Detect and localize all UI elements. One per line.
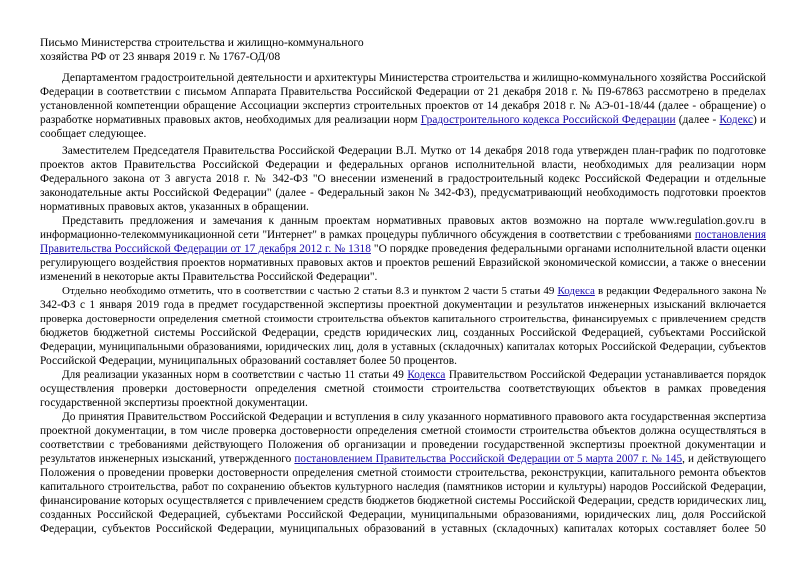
text-line: соответствии с требованиями действующего Положения об организации и проведении государственной экспертизы проектной документации и <box>40 439 766 451</box>
text-line: бюджетов бюджетной системы Российской Федерации, средств юридических лиц, созданных Российской Федерацией, субъектами Российской <box>40 327 766 339</box>
text-line: Федерации, субъектов Российской Федерации, муниципальных образований в уставных (складочных) капиталах которых составляет более 50 <box>40 523 766 535</box>
text-segment: (далее - <box>678 114 717 126</box>
link-postanovlenie-1318[interactable]: постановления <box>694 229 767 241</box>
text-line: нормативных правовых актов, указанных в обращении. <box>40 201 309 213</box>
title-line-2: хозяйства РФ от 23 января 2019 г. № 1767-ОД/08 <box>40 50 281 63</box>
text-line: установленной компетенции обращение Ассоциации экспертиз строительных проектов от 14 декабря 2018 г. № АЭ-01-18/44 (далее - обращение) о <box>40 100 766 112</box>
text-line: законодательные акты Российской Федерации" (далее - Федеральный закон № 342-ФЗ), предусматривающий необходимость подготовки проектов <box>40 187 766 199</box>
link-postanovlenie-145[interactable]: постановлением Правительства Российской Федерации от 5 марта 2007 г. № 145 <box>294 453 683 465</box>
text-line: финансирование которых осуществляется с привлечением средств бюджетов бюджетной системы Российской Федерации, средств юридических лиц, <box>40 495 767 507</box>
title-line-1: Письмо Министерства строительства и жилищно-коммунального <box>40 36 364 49</box>
link-gradostroitelny-kodeks[interactable]: Градостроительного кодекса Российской Федерации <box>420 114 676 126</box>
text-line: капитального строительства, работ по сохранению объектов культурного наследия (памятников истории и культуры) народов Российской Федерации, <box>40 481 766 493</box>
text-segment: "О порядке проведения федеральными органами исполнительной власти оценки <box>373 243 766 255</box>
text-line: изменений в некоторые акты Правительства Российской Федерации". <box>40 271 378 283</box>
text-segment: результатов инженерных изысканий, утвержденного <box>40 453 292 465</box>
text-line <box>62 368 766 382</box>
text-line: государственной экспертизы проектной документации. <box>40 397 308 409</box>
text-line: Российской Федерации, муниципальных образований составляет более 50 процентов. <box>40 355 457 367</box>
text-line: Заместителем Председателя Правительства Российской Федерации В.Л. Мутко от 14 декабря 2018 года утвержден план-график по подготовке <box>62 145 766 157</box>
text-line: осуществления проверки достоверности определения сметной стоимости строительства соответствующих объектов в рамках проведения <box>40 383 766 395</box>
text-line: Федерации, муниципальными образованиями, юридических лиц, доля в уставных (складочных) капиталах которых Российской Федерации, субъектов <box>40 341 766 353</box>
text-segment: Отдельно необходимо отметить, что в соответствии с частью 2 статьи 8.3 и пунктом 2 части 5 статьи 49 <box>62 285 555 297</box>
text-line <box>40 228 766 242</box>
text-segment: информационно-телекоммуникационной сети "Интернет" в рамках процедуры публичного обсуждения в соответствии с требованиями <box>40 229 692 241</box>
text-line: 342-ФЗ с 1 января 2019 года в предмет государственной экспертизы проектной документации и результатов инженерных изысканий включается <box>40 299 766 311</box>
link-pravitelstva-1318[interactable]: Правительства Российской Федерации от 17 декабря 2012 г. № 1318 <box>40 243 371 255</box>
text-line: проектной документации, в том числе проверка достоверности определения сметной стоимости строительства объектов должна осуществляться в <box>40 425 766 437</box>
text-segment: Правительством Российской Федерации устанавливается порядок <box>448 369 767 381</box>
text-segment: разработке нормативных правовых актов, необходимых для реализации норм <box>40 114 418 126</box>
text-line: До принятия Правительством Российской Федерации и вступления в силу указанного нормативного правового акта государственная экспертиза <box>62 411 766 423</box>
text-segment: в редакции Федерального закона № <box>597 285 767 297</box>
text-segment: Для реализации указанных норм в соответствии с частью 11 статьи 49 <box>62 369 404 381</box>
text-line: регулирующего воздействия проектов нормативных правовых актов и проектов решений Евразийской экономической комиссии, а также о внесении <box>40 257 766 269</box>
text-line: Федерации в соответствии с письмом Аппарата Правительства Российской Федерации от 21 декабря 2018 г. № П9-67863 рассмотрено в пределах <box>40 86 766 98</box>
text-line: проектов актов Правительства Российской Федерации и федеральных органов исполнительной власти, необходимых для реализации норм <box>40 159 766 171</box>
text-line <box>40 452 766 466</box>
text-segment: , и действующего <box>682 453 767 465</box>
text-line <box>62 284 766 298</box>
link-kodeks[interactable]: Кодекс <box>719 114 753 126</box>
text-line: Федерального закона от 3 августа 2018 г. № 342-ФЗ "О внесении изменений в градостроительный кодекс Российской Федерации и отдельные <box>40 173 766 185</box>
text-segment: ) и <box>752 114 766 126</box>
text-line: Представить предложения и замечания к данным проектам нормативных правовых актов возможно на портале www.regulation.gov.ru в <box>62 215 766 227</box>
text-line: Положения о проведении проверки достоверности определения сметной стоимости строительства, реконструкции, капитального ремонта объектов <box>40 467 766 479</box>
text-line: созданных Российской Федерацией, субъектами Российской Федерации, муниципальными образованиями, юридических лиц, доля Российской <box>40 509 766 521</box>
document-title <box>40 36 364 64</box>
text-line <box>40 242 766 256</box>
link-kodeksa-2[interactable]: Кодекса <box>407 369 446 381</box>
text-line <box>40 113 766 127</box>
text-line: Департаментом градостроительной деятельности и архитектуры Министерства строительства и жилищно-коммунального хозяйства Российской <box>62 72 766 84</box>
text-line: проверка достоверности определения сметной стоимости строительства объектов капитального строительства, финансируемых с привлечением средств <box>40 313 766 325</box>
link-kodeksa[interactable]: Кодекса <box>557 285 595 297</box>
text-line: сообщает следующее. <box>40 128 147 140</box>
